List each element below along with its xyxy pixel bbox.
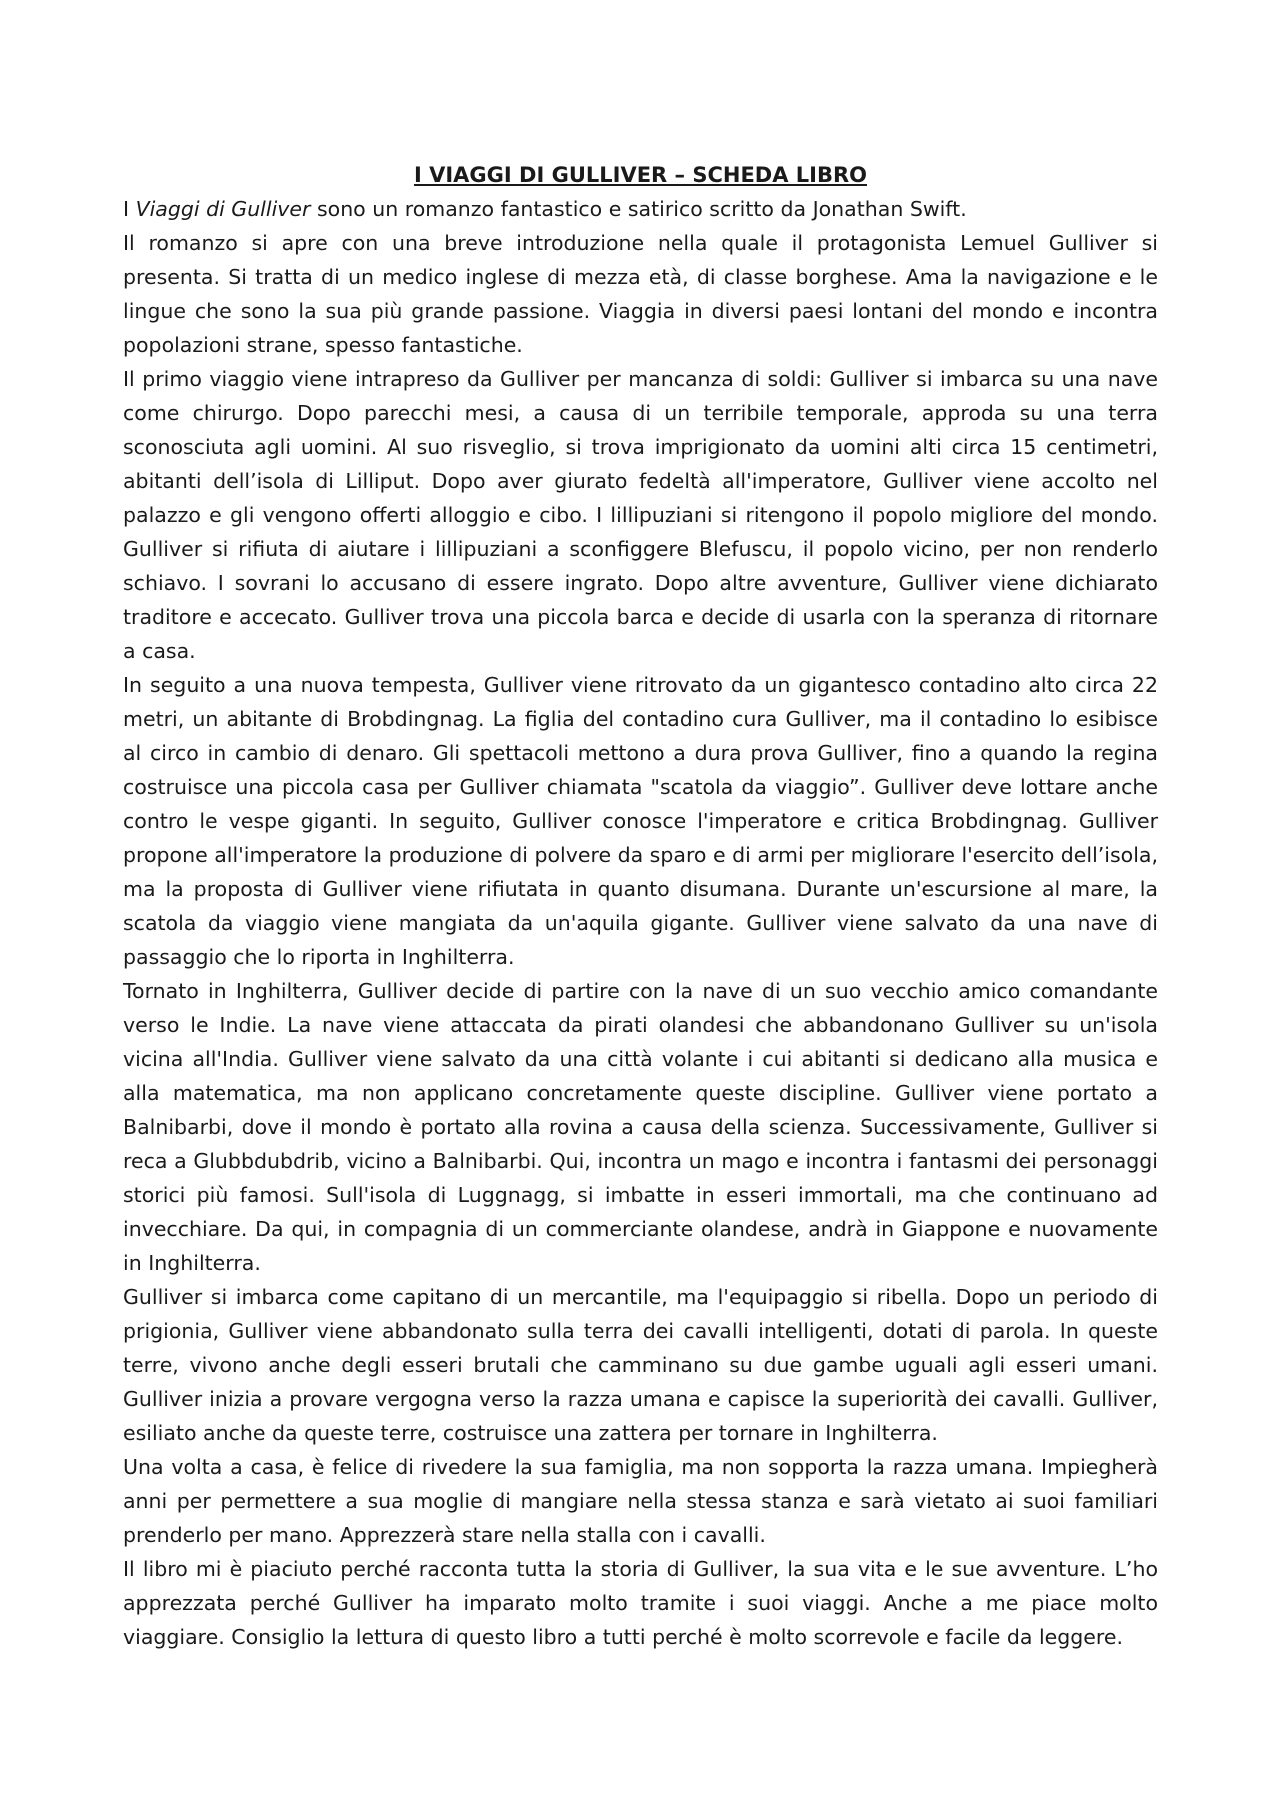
paragraph-laputa: Tornato in Inghilterra, Gulliver decide di partire con la nave di un suo vecchio amico comandante verso le Indie. La nave viene attaccata da pirati olandesi che abbandonano Gulliver su un'isola vicina all'India. Gulliver viene salvato da una città volante i cui abitanti si dedicano alla musica e alla matematica, ma non applicano concretamente queste discipline. Gulliver viene portato a Balnibarbi, dove il mondo è portato alla rovina a causa della scienza. Successivamente, Gulliver si reca a Glubbdubdrib, vicino a Balnibarbi. Qui, incontra un mago e incontra i fantasmi dei personaggi storici più famosi. Sull'isola di Luggnagg, si imbatte in esseri immortali, ma che continuano ad invecchiare. Da qui, in compagnia di un commerciante olandese, andrà in Giappone e nuovamente in Inghilterra. (123, 979, 1158, 1275)
paragraph-brobdingnag: In seguito a una nuova tempesta, Gulliver viene ritrovato da un gigantesco contadino alto circa 22 metri, un abitante di Brobdingnag. La figlia del contadino cura Gulliver, ma il contadino lo esibisce al circo in cambio di denaro. Gli spettacoli mettono a dura prova Gulliver, fino a quando la regina costruisce una piccola casa per Gulliver chiamata "scatola da viaggio”. Gulliver deve lottare anche contro le vespe giganti. In seguito, Gulliver conosce l'imperatore e critica Brobdingnag. Gulliver propone all'imperatore la produzione di polvere da sparo e di armi per migliorare l'esercito dell’isola, ma la proposta di Gulliver viene rifiutata in quanto disumana. Durante un'escursione al mare, la scatola da viaggio viene mangiata da un'aquila gigante. Gulliver viene salvato da una nave di passaggio che lo riporta in Inghilterra. (123, 673, 1158, 969)
intro-book-title: Viaggi di Gulliver (135, 197, 311, 221)
paragraph-lilliput: Il primo viaggio viene intrapreso da Gulliver per mancanza di soldi: Gulliver si imbarca su una nave come chirurgo. Dopo parecchi mesi, a causa di un terribile temporale, approda su una terra sconosciuta agli uomini. Al suo risveglio, si trova imprigionato da uomini alti circa 15 centimetri, abitanti dell’isola di Lilliput. Dopo aver giurato fedeltà all'imperatore, Gulliver viene accolto nel palazzo e gli vengono offerti alloggio e cibo. I lillipuziani si ritengono il popolo migliore del mondo. Gulliver si rifiuta di aiutare i lillipuziani a sconfiggere Blefuscu, il popolo vicino, per non renderlo schiavo. I sovrani lo accusano di essere ingrato. Dopo altre avventure, Gulliver viene dichiarato traditore e accecato. Gulliver trova una piccola barca e decide di usarla con la speranza di ritornare a casa. (123, 367, 1158, 663)
intro-suffix: sono un romanzo fantastico e satirico scritto da Jonathan Swift. (310, 197, 967, 221)
paragraph-opinion: Il libro mi è piaciuto perché racconta tutta la storia di Gulliver, la sua vita e le sue avventure. L’ho apprezzata perché Gulliver ha imparato molto tramite i suoi viaggi. Anche a me piace molto viaggiare. Consiglio la lettura di questo libro a tutti perché è molto scorrevole e facile da leggere. (123, 1557, 1158, 1649)
document-body (123, 158, 1158, 1654)
document-title: I VIAGGI DI GULLIVER – SCHEDA LIBRO (413, 163, 868, 187)
intro-prefix: I (123, 197, 136, 221)
intro-paragraph (123, 192, 1158, 226)
paragraph-return-home: Una volta a casa, è felice di rivedere la sua famiglia, ma non sopporta la razza umana. Impiegherà anni per permettere a sua moglie di mangiare nella stessa stanza e sarà vietato ai suoi familiari prenderlo per mano. Apprezzerà stare nella stalla con i cavalli. (123, 1455, 1158, 1547)
paragraph-introduction: Il romanzo si apre con una breve introduzione nella quale il protagonista Lemuel Gulliver si presenta. Si tratta di un medico inglese di mezza età, di classe borghese. Ama la navigazione e le lingue che sono la sua più grande passione. Viaggia in diversi paesi lontani del mondo e incontra popolazioni strane, spesso fantastiche. (123, 231, 1158, 357)
paragraph-houyhnhnms: Gulliver si imbarca come capitano di un mercantile, ma l'equipaggio si ribella. Dopo un periodo di prigionia, Gulliver viene abbandonato sulla terra dei cavalli intelligenti, dotati di parola. In queste terre, vivono anche degli esseri brutali che camminano su due gambe uguali agli esseri umani. Gulliver inizia a provare vergogna verso la razza umana e capisce la superiorità dei cavalli. Gulliver, esiliato anche da queste terre, costruisce una zattera per tornare in Inghilterra. (123, 1285, 1158, 1445)
